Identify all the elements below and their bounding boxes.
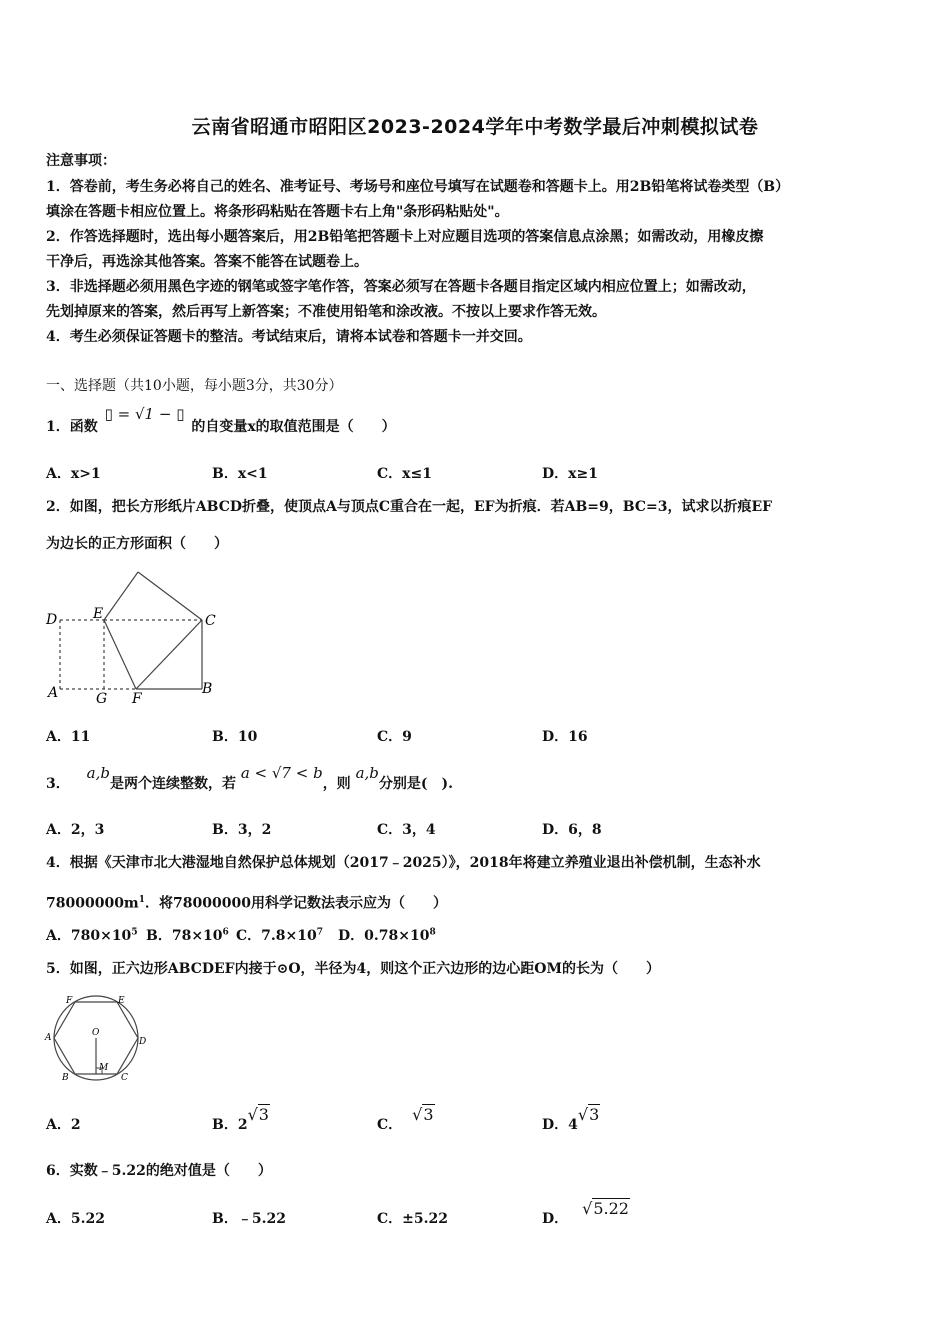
q5-option-b[interactable] <box>212 1105 270 1133</box>
section-heading: 一、选择题（共10小题，每小题3分，共30分） <box>46 378 343 394</box>
q4-d-exp: 8 <box>429 927 436 938</box>
label-m: M <box>99 1063 109 1073</box>
q3-text2: ，则 <box>322 776 351 792</box>
label-b: B <box>62 1073 69 1083</box>
q3-num: 3． <box>46 776 70 792</box>
label-o: O <box>92 1028 100 1038</box>
notice-line: 填涂在答题卡相应位置上。将条形码粘贴在答题卡右上角"条形码粘贴处"。 <box>46 204 509 220</box>
q4-c-base: C．7.8×10 <box>236 928 317 944</box>
q6-option-d[interactable] <box>542 1199 630 1227</box>
q3-text1: 是两个连续整数，若 <box>109 776 236 792</box>
q4-unit-exp: 1 <box>138 895 146 905</box>
q6-d-sqrt: √5.22 <box>582 1199 629 1218</box>
q5-figure <box>40 990 155 1085</box>
notice-line: 先划掉原来的答案，然后再写上新答案；不准使用铅笔和涂改液。不按以上要求作答无效。 <box>46 304 606 320</box>
question-4-line1: 4．根据《天津市北大港湿地自然保护总体规划（2017﹣2025）》，2018年将建立养殖业退出补偿机制，生态补水 <box>46 855 761 871</box>
q5-b-label: B．2 <box>212 1117 248 1133</box>
label-a: A <box>48 685 59 701</box>
label-c: C <box>205 613 216 629</box>
q4-d-base: D．0.78×10 <box>338 928 430 944</box>
q5-d-radicand: 3 <box>589 1105 600 1124</box>
edge-e-top <box>104 572 138 620</box>
q4-option-a[interactable] <box>46 925 138 945</box>
label-g: G <box>96 691 108 707</box>
q2-option-a[interactable]: A．11 <box>46 729 91 745</box>
q4-option-b[interactable] <box>146 925 229 945</box>
q6-option-c[interactable]: C．±5.22 <box>377 1211 448 1227</box>
q3-ab: a,b <box>86 764 110 782</box>
q5-c-label: C． <box>377 1117 403 1133</box>
q5-option-d[interactable] <box>542 1105 600 1133</box>
q3-option-d[interactable]: D．6，8 <box>542 822 602 838</box>
q1-formula: ▯ = √1 − ▯ <box>104 405 185 423</box>
q1-option-a[interactable]: A．x>1 <box>46 466 101 482</box>
q1-option-c[interactable]: C．x≤1 <box>377 466 432 482</box>
q2-figure <box>40 565 230 710</box>
q4-a-base: A．780×10 <box>46 928 132 944</box>
notice-line: 1．答卷前，考生务必将自己的姓名、准考证号、考场号和座位号填写在试题卷和答题卡上。用2B铅笔将试卷类型（B） <box>46 179 790 195</box>
q5-d-label: D．4 <box>542 1117 578 1133</box>
q5-option-c[interactable] <box>377 1105 435 1133</box>
q5-c-radicand: 3 <box>423 1105 434 1124</box>
q4-text: ．将78000000用科学记数法表示应为（ ） <box>145 895 447 912</box>
q5-c-sqrt: √3 <box>412 1105 434 1124</box>
label-e: E <box>118 996 125 1006</box>
q4-option-d[interactable] <box>338 925 436 945</box>
q2-option-c[interactable]: C．9 <box>377 729 412 745</box>
q3-option-a[interactable]: A．2，3 <box>46 822 105 838</box>
notice-line: 2．作答选择题时，选出每小题答案后，用2B铅笔把答题卡上对应题目选项的答案信息点涂黑；如需改动，用橡皮擦 <box>46 229 764 245</box>
question-6: 6．实数﹣5.22的绝对值是（ ） <box>46 1163 272 1179</box>
label-d: D <box>46 612 58 628</box>
q5-b-radicand: 3 <box>258 1105 269 1124</box>
q1-option-d[interactable]: D．x≥1 <box>542 466 598 482</box>
label-f: F <box>66 996 73 1006</box>
q1-prefix: 1．函数 <box>46 419 98 435</box>
q4-c-exp: 7 <box>316 927 323 938</box>
notice-line: 干净后，再选涂其他答案。答案不能答在试题卷上。 <box>46 254 368 270</box>
question-4-line2 <box>46 890 447 914</box>
label-c: C <box>121 1073 128 1083</box>
q3-option-c[interactable]: C．3，4 <box>377 822 436 838</box>
notice-heading: 注意事项： <box>46 153 116 169</box>
label-f: F <box>132 691 142 707</box>
label-e: E <box>93 606 104 622</box>
q5-d-sqrt: √3 <box>577 1105 600 1124</box>
notice-line: 3．非选择题必须用黑色字迹的钢笔或签字笔作答，答案必须写在答题卡各题目指定区域内相应位置上；如需改动， <box>46 279 756 295</box>
q3-inequality: a < √7 < b <box>240 764 323 782</box>
q4-value: 78000000m <box>46 895 139 912</box>
q2-option-b[interactable]: B．10 <box>212 729 258 745</box>
q5-option-a[interactable] <box>46 1114 81 1134</box>
edge-fc <box>136 620 202 689</box>
q4-option-c[interactable] <box>236 925 323 945</box>
question-2-line2: 为边长的正方形面积（ ） <box>46 536 228 552</box>
q1-option-b[interactable]: B．x<1 <box>212 466 268 482</box>
label-d: D <box>139 1037 147 1047</box>
question-1 <box>46 405 396 437</box>
q4-b-exp: 6 <box>222 927 229 938</box>
label-a: A <box>45 1033 52 1043</box>
q5-a-label: A．2 <box>46 1117 81 1133</box>
edge-ef <box>104 620 136 689</box>
q6-d-label: D． <box>542 1211 569 1227</box>
label-b: B <box>202 681 213 697</box>
q3-text3: 分别是( ). <box>378 776 454 792</box>
q6-option-a[interactable]: A．5.22 <box>46 1211 105 1227</box>
question-5: 5．如图，正六边形ABCDEF内接于⊙O，半径为4，则这个正六边形的边心距OM的长为（ ） <box>46 961 660 977</box>
q5-b-sqrt: √3 <box>247 1105 269 1124</box>
q1-suffix: 的自变量x的取值范围是（ ） <box>191 419 396 435</box>
q4-a-exp: 5 <box>131 927 138 938</box>
q6-option-b[interactable]: B．﹣5.22 <box>212 1211 286 1227</box>
question-3 <box>46 764 454 794</box>
notice-line: 4．考生必须保证答题卡的整洁。考试结束后，请将本试卷和答题卡一并交回。 <box>46 329 532 345</box>
q2-option-d[interactable]: D．16 <box>542 729 588 745</box>
edge-top-c <box>138 572 202 620</box>
question-2-line1: 2．如图，把长方形纸片ABCD折叠，使顶点A与顶点C重合在一起，EF为折痕．若AB=9，BC=3，试求以折痕EF <box>46 499 773 515</box>
q6-d-radicand: 5.22 <box>593 1199 629 1218</box>
q4-b-base: B．78×10 <box>146 928 223 944</box>
q3-option-b[interactable]: B．3，2 <box>212 822 272 838</box>
q3-ab2: a,b <box>355 764 379 782</box>
page-title: 云南省昭通市昭阳区2023-2024学年中考数学最后冲刺模拟试卷 <box>191 116 759 138</box>
